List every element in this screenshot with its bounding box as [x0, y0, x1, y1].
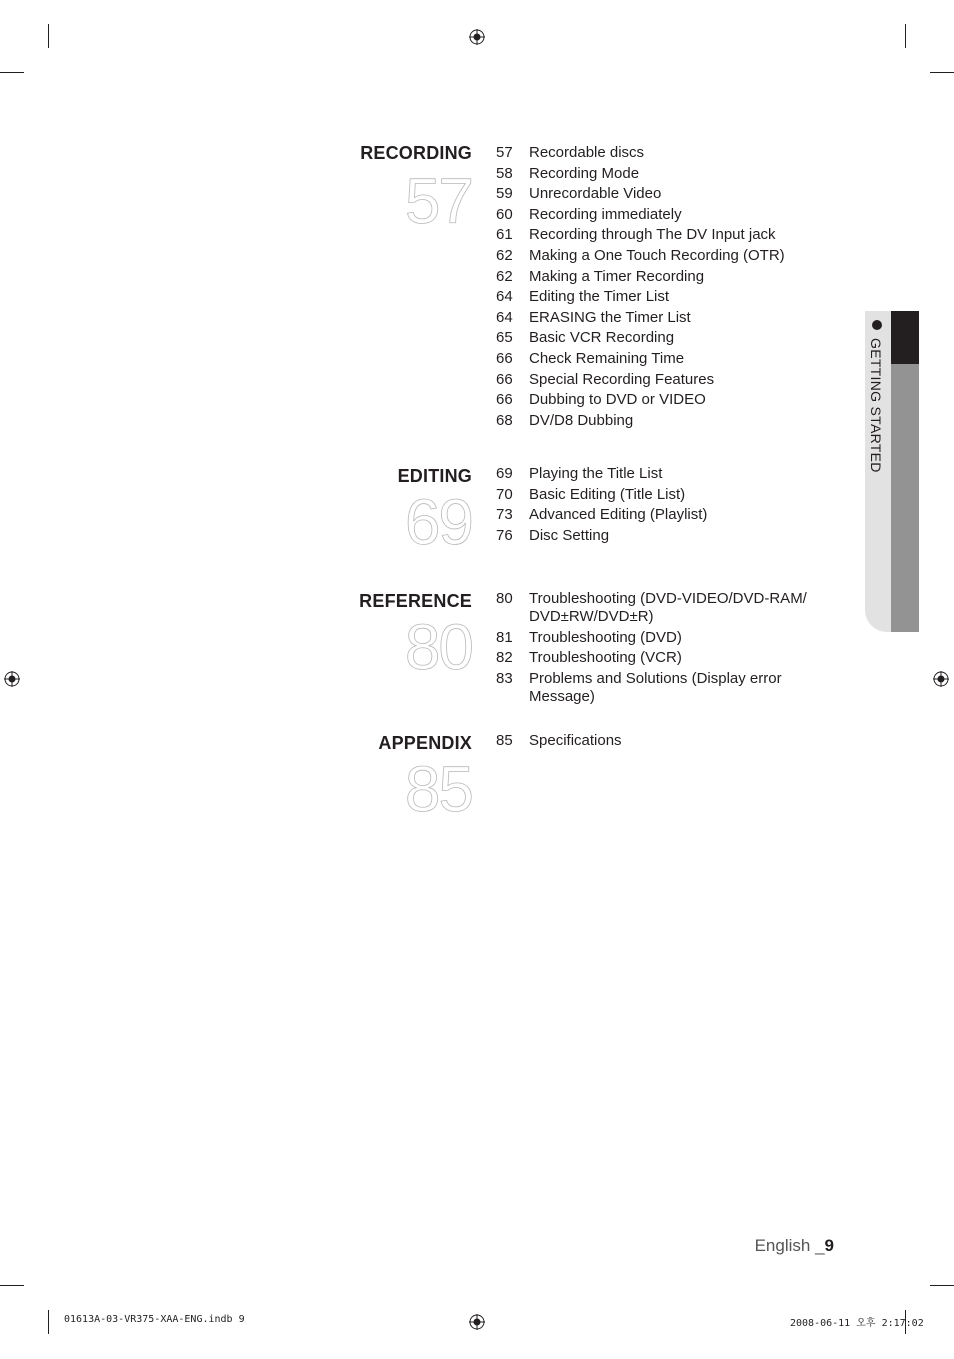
entry-page: 65: [496, 329, 513, 347]
toc-list: [496, 590, 816, 708]
section-page-number: 85: [404, 753, 472, 825]
entry-page: 59: [496, 185, 513, 203]
entry-page: 64: [496, 308, 513, 326]
entry-title: Recording Mode: [529, 164, 640, 182]
entry-page: 83: [496, 669, 513, 687]
side-tab-label[interactable]: GETTING STARTED: [868, 338, 884, 473]
crop-mark: [930, 72, 954, 73]
toc-entry[interactable]: [496, 590, 816, 626]
registration-mark-icon: [4, 671, 20, 687]
print-date-info: 2008-06-11 오후 2:17:02: [790, 1318, 924, 1329]
crop-mark: [905, 24, 906, 48]
entry-title: Basic VCR Recording: [529, 329, 675, 347]
section-page-number: 57: [404, 165, 472, 237]
entry-title: Playing the Title List: [529, 465, 663, 482]
entry-title: Specifications: [529, 732, 622, 749]
toc-entry[interactable]: [496, 732, 816, 750]
section-page-number: 80: [404, 611, 472, 683]
entry-page: 58: [496, 164, 513, 182]
entry-page: 61: [496, 226, 513, 244]
toc-entry[interactable]: [496, 391, 816, 409]
entry-title: Troubleshooting (DVD): [529, 628, 682, 646]
toc-entry[interactable]: [496, 670, 816, 706]
entry-title: Making a One Touch Recording (OTR): [529, 246, 785, 264]
entry-page: 73: [496, 506, 513, 524]
entry-title: Making a Timer Recording: [529, 267, 705, 285]
entry-page: 68: [496, 411, 513, 429]
registration-mark-icon: [933, 671, 949, 687]
toc-entry[interactable]: [496, 165, 816, 183]
side-tab-bar: [891, 364, 919, 632]
crop-mark: [48, 24, 49, 48]
toc-entry[interactable]: [496, 486, 816, 504]
toc-entry[interactable]: [496, 144, 816, 162]
side-tab-indicator: [891, 311, 919, 364]
entry-title: Troubleshooting (DVD-VIDEO/DVD-RAM/ DVD±RW/DVD±R): [529, 590, 807, 625]
toc-entry[interactable]: [496, 412, 816, 430]
registration-mark-icon: [469, 29, 485, 45]
entry-page: 82: [496, 649, 513, 667]
toc-entry[interactable]: [496, 226, 816, 244]
toc-list: [496, 732, 816, 753]
entry-page: 69: [496, 465, 513, 482]
entry-page: 57: [496, 144, 513, 161]
entry-title: Advanced Editing (Playlist): [529, 506, 708, 524]
toc-entry[interactable]: [496, 288, 816, 306]
toc-entry[interactable]: [496, 329, 816, 347]
entry-title: DV/D8 Dubbing: [529, 411, 634, 429]
entry-title: Recordable discs: [529, 144, 645, 161]
section-title: APPENDIX: [378, 733, 472, 753]
toc-entry[interactable]: [496, 527, 816, 545]
toc-entry[interactable]: [496, 268, 816, 286]
entry-page: 70: [496, 485, 513, 503]
entry-page: 66: [496, 391, 513, 409]
entry-title: Disc Setting: [529, 526, 610, 544]
toc-entry[interactable]: [496, 309, 816, 327]
entry-page: 66: [496, 349, 513, 367]
entry-title: Check Remaining Time: [529, 349, 685, 367]
print-file-info: 01613A-03-VR375-XAA-ENG.indb 9: [64, 1314, 245, 1325]
toc-list: [496, 465, 816, 547]
toc-entry[interactable]: [496, 247, 816, 265]
registration-mark-icon: [469, 1314, 485, 1330]
page-number: 9: [824, 1236, 834, 1255]
section-title: EDITING: [397, 466, 472, 486]
entry-title: Editing the Timer List: [529, 288, 670, 306]
entry-title: Dubbing to DVD or VIDEO: [529, 391, 706, 409]
entry-title: Basic Editing (Title List): [529, 485, 686, 503]
entry-title: Special Recording Features: [529, 370, 715, 388]
crop-mark: [48, 1310, 49, 1334]
entry-page: 62: [496, 246, 513, 264]
entry-title: Troubleshooting (VCR): [529, 649, 682, 667]
entry-page: 85: [496, 732, 513, 749]
crop-mark: [0, 1285, 24, 1286]
entry-page: 76: [496, 526, 513, 544]
entry-title: Unrecordable Video: [529, 185, 662, 203]
toc-entry[interactable]: [496, 629, 816, 647]
crop-mark: [930, 1285, 954, 1286]
toc-entry[interactable]: [496, 206, 816, 224]
section-title: RECORDING: [360, 143, 472, 163]
entry-page: 66: [496, 370, 513, 388]
entry-page: 81: [496, 628, 513, 646]
entry-page: 64: [496, 288, 513, 306]
crop-mark: [0, 72, 24, 73]
entry-title: ERASING the Timer List: [529, 308, 691, 326]
section-page-number: 69: [404, 486, 472, 558]
toc-entry[interactable]: [496, 465, 816, 483]
section-title: REFERENCE: [359, 591, 472, 611]
entry-title: Recording through The DV Input jack: [529, 226, 776, 244]
entry-title: Recording immediately: [529, 205, 682, 223]
entry-page: 80: [496, 590, 513, 607]
toc-entry[interactable]: [496, 350, 816, 368]
bullet-icon: [872, 320, 882, 330]
toc-entry[interactable]: [496, 649, 816, 667]
entry-page: 60: [496, 205, 513, 223]
entry-title: Problems and Solutions (Display error Message): [529, 669, 782, 705]
page-number-label: [755, 1236, 834, 1256]
entry-page: 62: [496, 267, 513, 285]
toc-list: [496, 144, 816, 432]
page-language: English _: [754, 1236, 825, 1255]
toc-entry[interactable]: [496, 371, 816, 389]
toc-entry[interactable]: [496, 185, 816, 203]
toc-entry[interactable]: [496, 506, 816, 524]
